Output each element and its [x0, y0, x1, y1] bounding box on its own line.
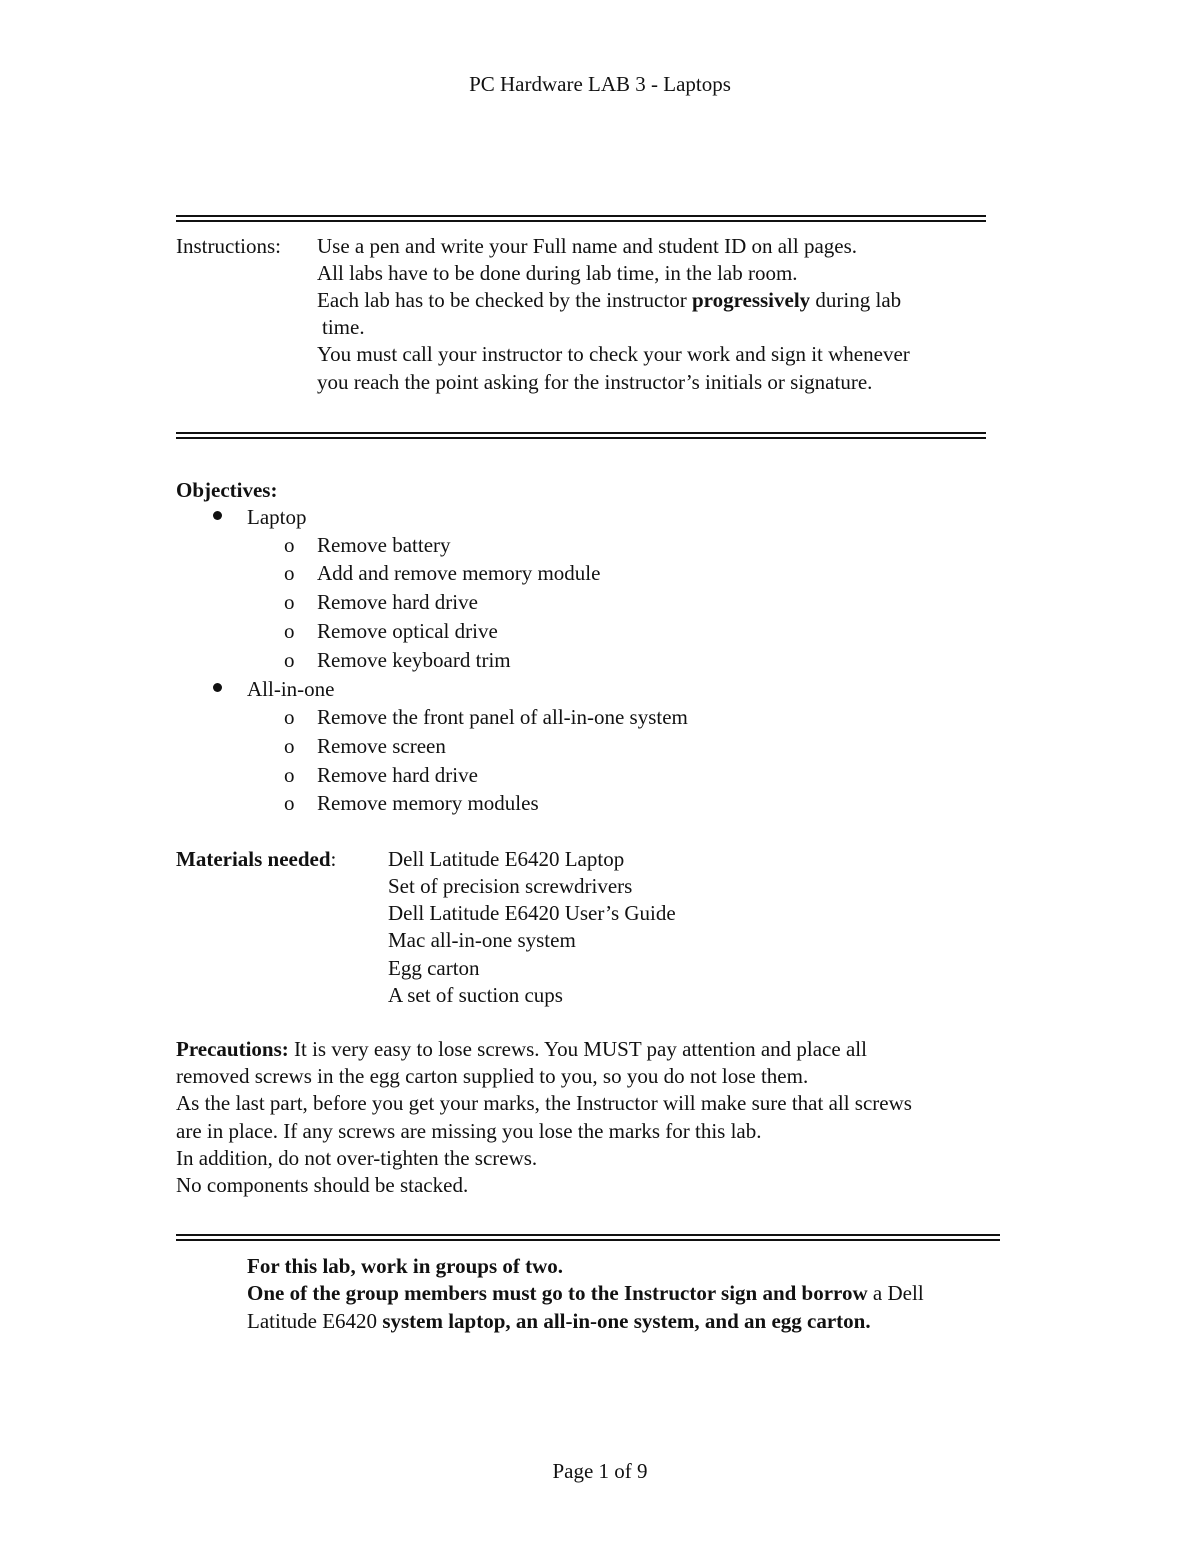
- allinone-item: Remove screen: [317, 734, 446, 758]
- instructions-line-1: Use a pen and write your Full name and student ID on all pages.: [317, 234, 858, 258]
- precautions-text-1: It is very easy to lose screws. You MUST pay attention and place all: [288, 1037, 867, 1061]
- double-rule-top: [176, 215, 986, 222]
- laptop-item: Remove keyboard trim: [317, 648, 511, 672]
- group-line-2-bold: One of the group members must go to the Instructor sign and borrow: [247, 1281, 868, 1305]
- group-line-2: [247, 1283, 924, 1304]
- instructions-line-3-bold: progressively: [691, 288, 811, 312]
- laptop-item: Remove optical drive: [317, 619, 498, 643]
- bullet-icon: [213, 511, 222, 520]
- material-item: Set of precision screwdrivers: [388, 874, 633, 898]
- group-line-2-normal: a Dell: [867, 1281, 924, 1305]
- materials-label: [176, 849, 336, 870]
- instructions-line-4: time.: [322, 315, 365, 339]
- material-item: Dell Latitude E6420 Laptop: [388, 847, 625, 871]
- precautions-line-4: are in place. If any screws are missing you lose the marks for this lab.: [176, 1119, 762, 1143]
- sub-bullet-icon: o: [284, 734, 295, 758]
- sub-bullet-icon: o: [284, 590, 295, 614]
- sub-bullet-icon: o: [284, 561, 295, 585]
- sub-bullet-icon: o: [284, 763, 295, 787]
- instructions-line-5: You must call your instructor to check your work and sign it whenever: [317, 342, 910, 366]
- laptop-item: Add and remove memory module: [317, 561, 601, 585]
- precautions-label: Precautions:: [176, 1037, 289, 1061]
- sub-bullet-icon: o: [284, 533, 295, 557]
- sub-bullet-icon: o: [284, 705, 295, 729]
- material-item: Mac all-in-one system: [388, 928, 576, 952]
- group-line-3-bold: system laptop, an all-in-one system, and an egg carton.: [382, 1309, 871, 1333]
- materials-label-colon: :: [330, 847, 337, 871]
- objectives-heading-text: Objectives:: [176, 478, 278, 502]
- precautions-line-2: removed screws in the egg carton supplied to you, so you do not lose them.: [176, 1064, 809, 1088]
- group-line-3: [247, 1311, 871, 1332]
- instructions-line-6: you reach the point asking for the instructor’s initials or signature.: [317, 370, 873, 394]
- laptop-item: Remove battery: [317, 533, 451, 557]
- bullet-icon: [213, 683, 222, 692]
- allinone-item: Remove memory modules: [317, 791, 539, 815]
- objective-all-in-one: All-in-one: [247, 677, 335, 701]
- double-rule-bottom: [176, 1234, 1000, 1241]
- materials-label-text: Materials needed: [176, 847, 331, 871]
- page-header-title: PC Hardware LAB 3 - Laptops: [469, 72, 731, 96]
- instructions-line-3-pre: Each lab has to be checked by the instructor: [317, 288, 692, 312]
- instructions-label: Instructions:: [176, 234, 281, 258]
- instructions-line-3-post: during lab: [810, 288, 902, 312]
- material-item: Dell Latitude E6420 User’s Guide: [388, 901, 676, 925]
- sub-bullet-icon: o: [284, 648, 295, 672]
- precautions-line-3: As the last part, before you get your marks, the Instructor will make sure that all screws: [176, 1091, 912, 1115]
- material-item: Egg carton: [388, 956, 480, 980]
- allinone-item: Remove hard drive: [317, 763, 478, 787]
- sub-bullet-icon: o: [284, 791, 295, 815]
- instructions-line-3: [317, 290, 901, 311]
- group-line-3-normal: Latitude E6420: [247, 1309, 383, 1333]
- precautions-line-6: No components should be stacked.: [176, 1173, 469, 1197]
- instructions-line-2: All labs have to be done during lab time, in the lab room.: [317, 261, 798, 285]
- objective-laptop: Laptop: [247, 505, 307, 529]
- group-line-1-text: For this lab, work in groups of two.: [247, 1254, 564, 1278]
- laptop-item: Remove hard drive: [317, 590, 478, 614]
- precautions-line-1: [176, 1039, 867, 1060]
- allinone-item: Remove the front panel of all-in-one system: [317, 705, 688, 729]
- double-rule-middle: [176, 432, 986, 439]
- objectives-heading: [176, 480, 277, 501]
- material-item: A set of suction cups: [388, 983, 563, 1007]
- page-number: Page 1 of 9: [552, 1459, 648, 1483]
- precautions-line-5: In addition, do not over-tighten the screws.: [176, 1146, 538, 1170]
- group-line-1: [247, 1256, 563, 1277]
- sub-bullet-icon: o: [284, 619, 295, 643]
